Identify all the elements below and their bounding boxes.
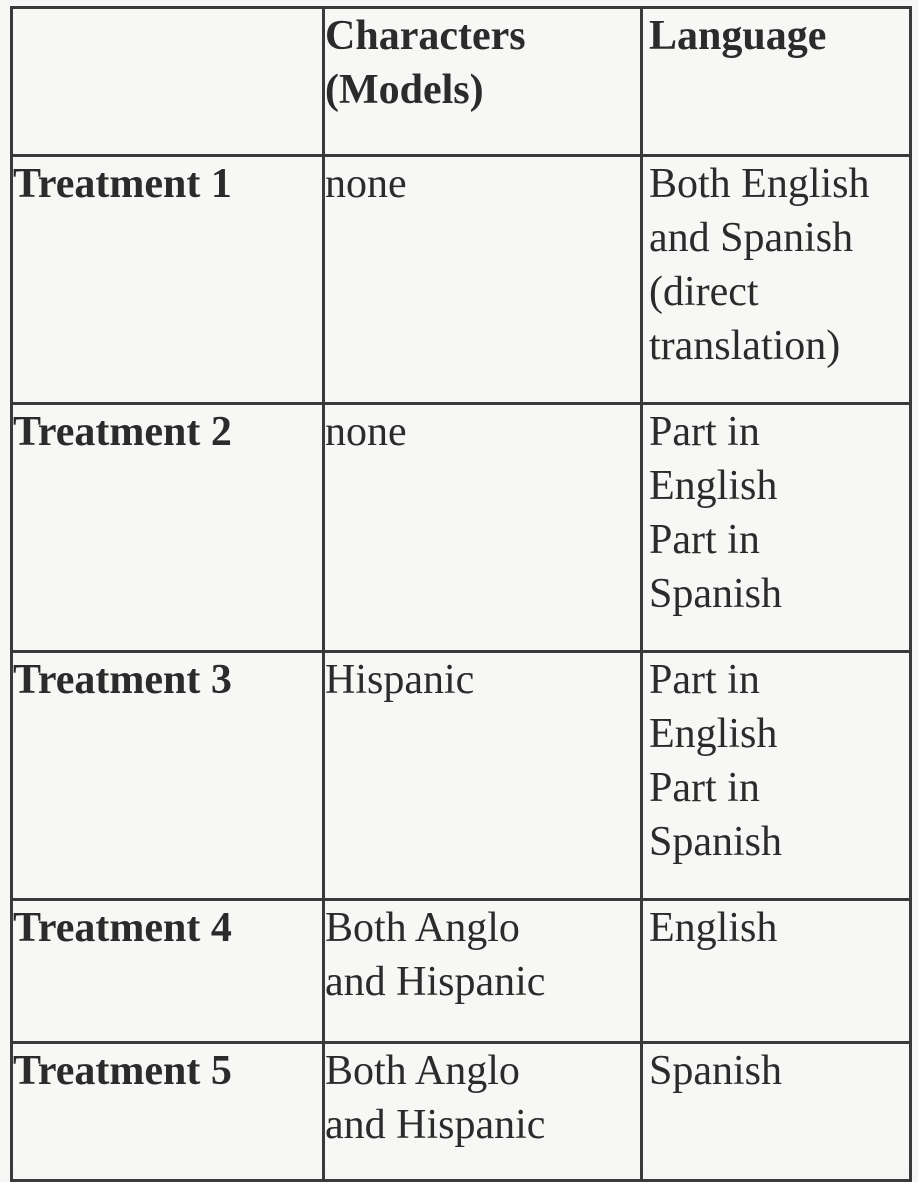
table-row: [12, 156, 911, 404]
language-cell: Both English and Spanish (direct translation): [642, 156, 911, 404]
header-cell-language: [642, 8, 911, 156]
characters-cell: Hispanic: [324, 652, 642, 900]
header-characters-label: Characters (Models): [325, 13, 526, 113]
treatment-table: [10, 6, 912, 1182]
table-row: [12, 900, 911, 1043]
language-cell: Spanish: [642, 1043, 911, 1181]
treatment-label: Treatment 5: [12, 1043, 324, 1181]
header-language-label: Language: [649, 13, 827, 59]
treatment-label: Treatment 2: [12, 404, 324, 652]
table-row: [12, 404, 911, 652]
table-row: [12, 1043, 911, 1181]
header-cell-characters: [324, 8, 642, 156]
treatment-label: Treatment 1: [12, 156, 324, 404]
language-cell: Part in English Part in Spanish: [642, 404, 911, 652]
language-cell: English: [642, 900, 911, 1043]
characters-cell: Both Anglo and Hispanic: [324, 900, 642, 1043]
characters-cell: none: [324, 156, 642, 404]
header-cell-empty: [12, 8, 324, 156]
treatment-label: Treatment 4: [12, 900, 324, 1043]
characters-cell: none: [324, 404, 642, 652]
table-row: [12, 652, 911, 900]
language-cell: Part in English Part in Spanish: [642, 652, 911, 900]
treatment-label: Treatment 3: [12, 652, 324, 900]
header-row: [12, 8, 911, 156]
characters-cell: Both Anglo and Hispanic: [324, 1043, 642, 1181]
